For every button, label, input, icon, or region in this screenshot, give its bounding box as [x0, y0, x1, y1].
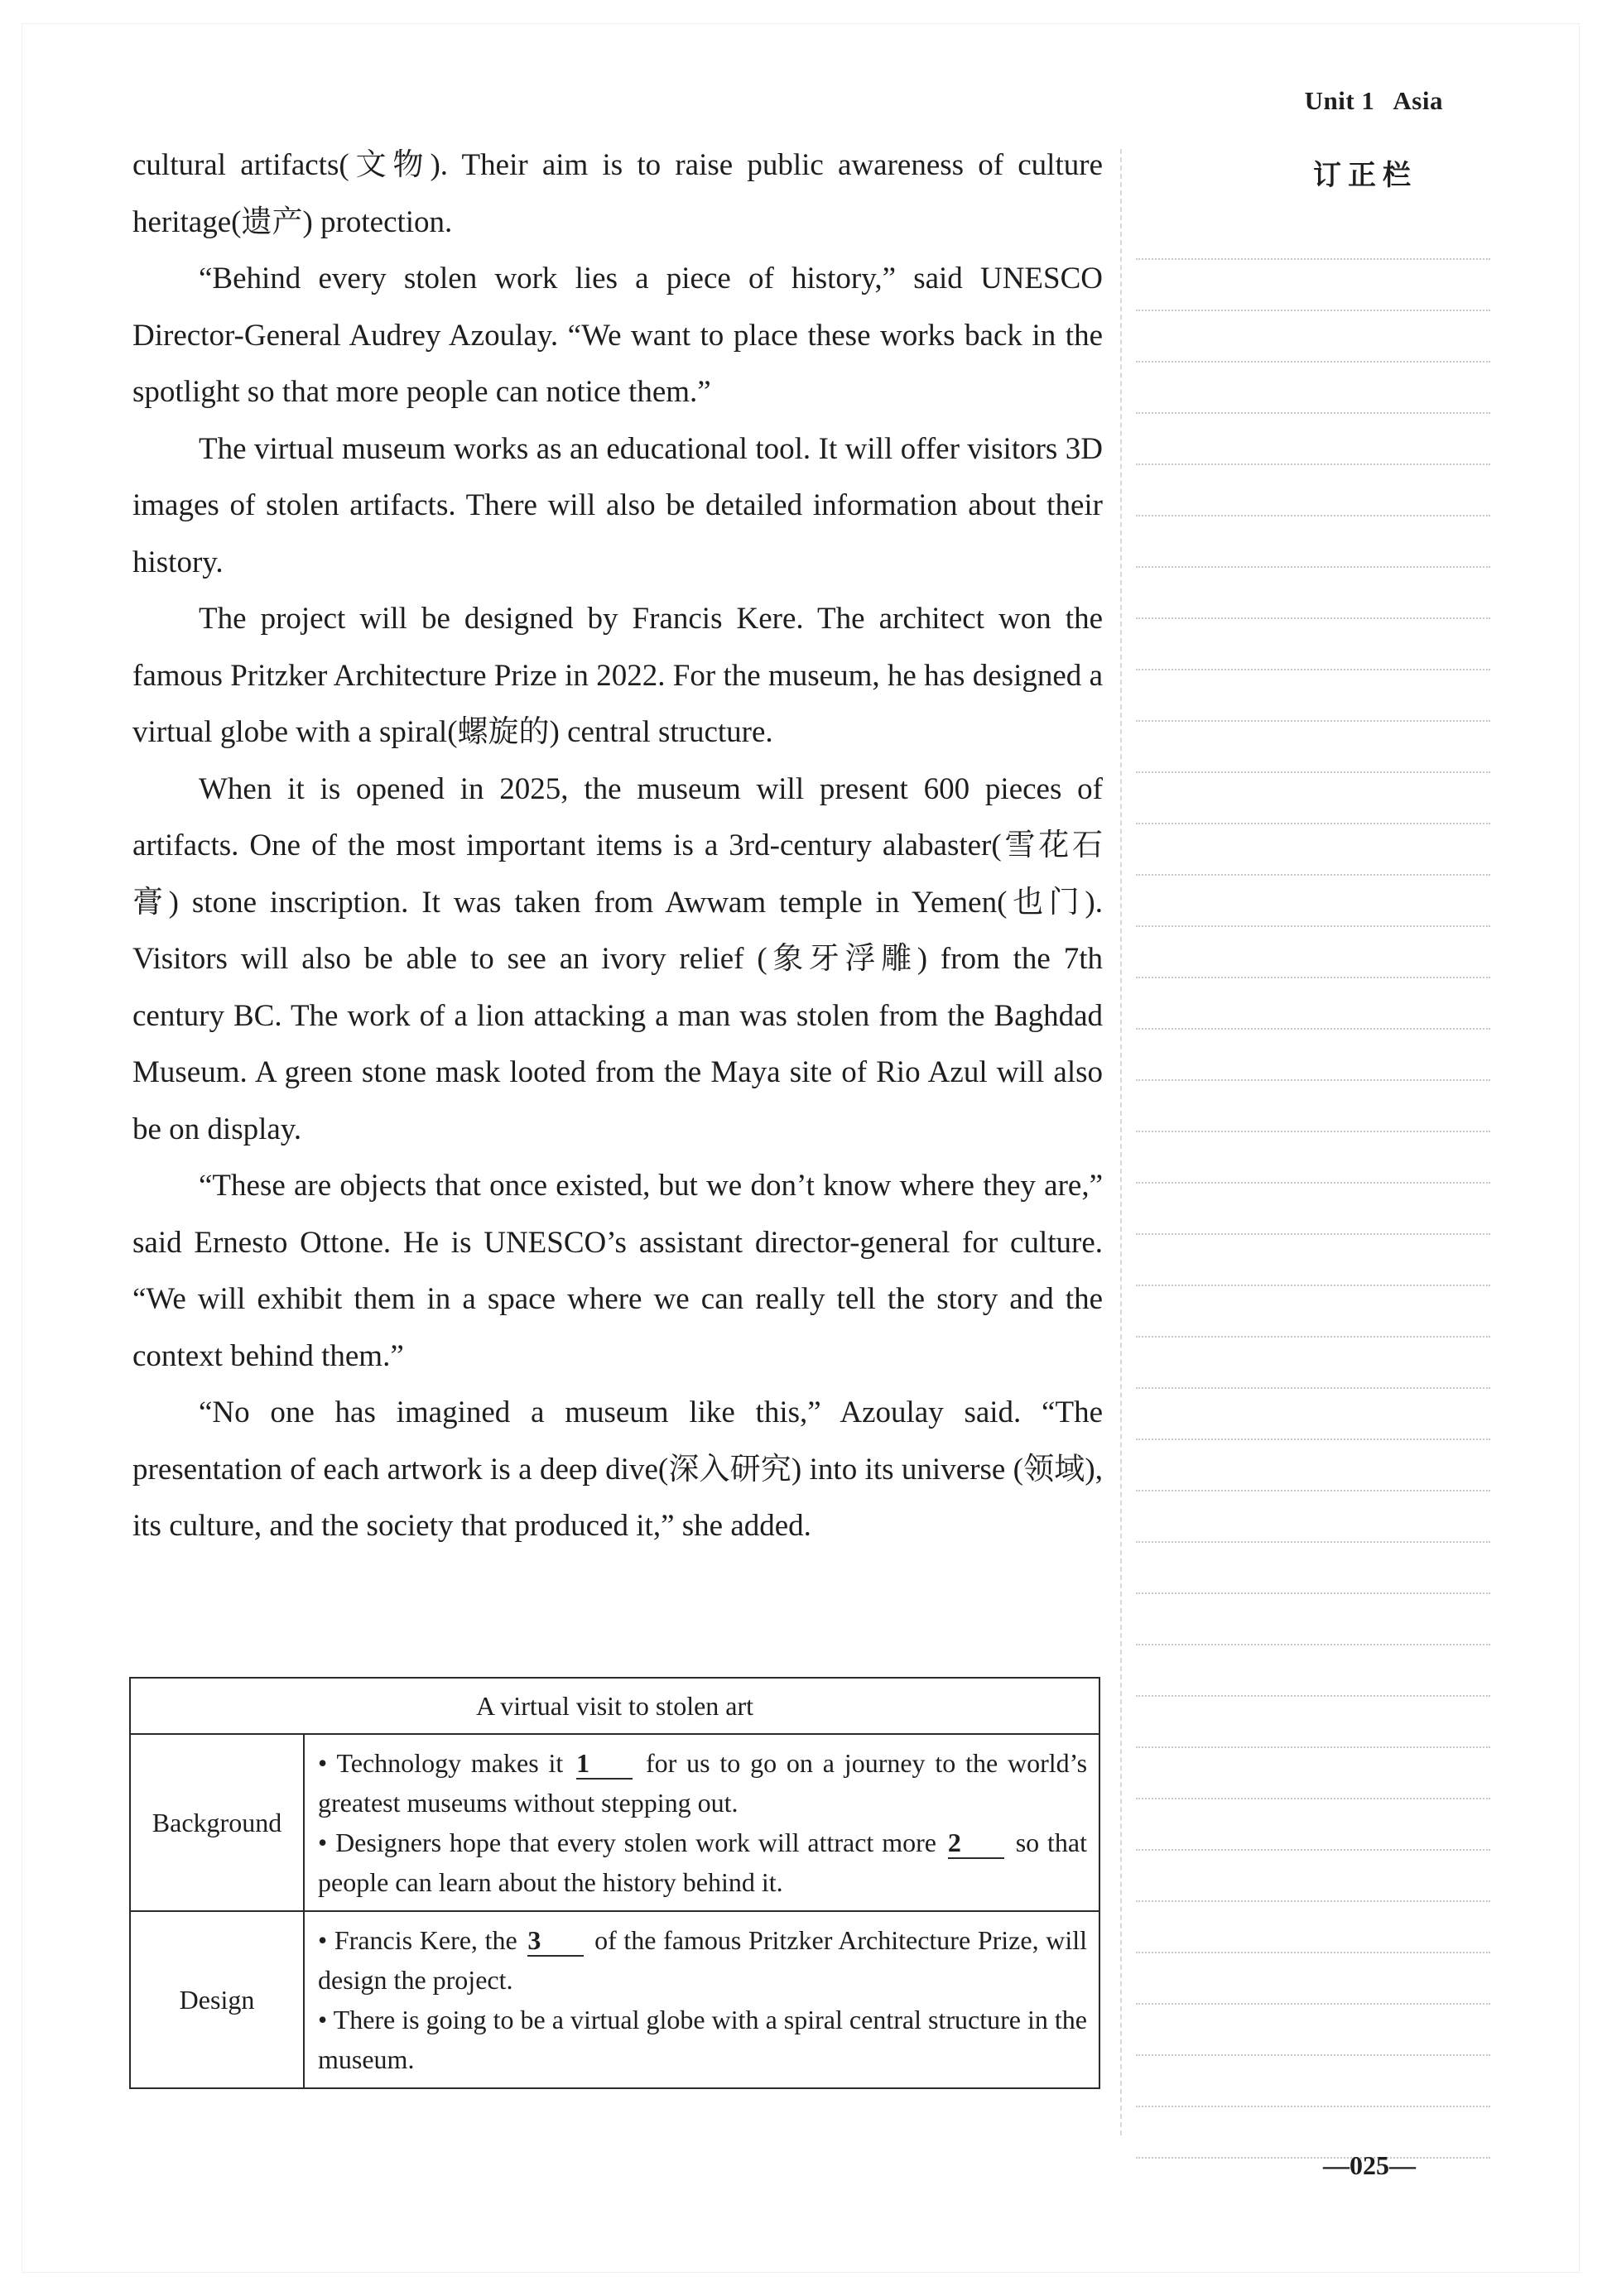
answer-blank-2[interactable]: 2	[948, 1828, 1004, 1859]
correction-line	[1136, 925, 1490, 927]
correction-line	[1136, 310, 1490, 311]
summary-table	[129, 1677, 1100, 2089]
correction-line	[1136, 258, 1490, 260]
unit-label: Unit 1	[1304, 86, 1375, 115]
correction-line	[1136, 1285, 1490, 1286]
paragraph: The project will be designed by Francis Kere. The architect won the famous Pritzker Architecture Prize in 2022. For the museum, he has designed a virtual globe with a spiral(螺旋的) central structure.	[132, 602, 1103, 749]
correction-line	[1136, 464, 1490, 465]
text: so that people can learn about the history behind it.	[318, 1828, 1088, 1897]
row-label-design: Design	[130, 1911, 304, 2088]
correction-line	[1136, 1490, 1490, 1491]
table-title: A virtual visit to stolen art	[130, 1678, 1099, 1734]
correction-line	[1136, 2106, 1490, 2107]
design-point-2: • There is going to be a virtual globe with a spiral central structure in the museum.	[318, 2005, 1087, 2074]
correction-line	[1136, 1541, 1490, 1543]
background-point-2	[318, 1823, 1087, 1902]
correction-line	[1136, 720, 1490, 722]
correction-line	[1136, 771, 1490, 773]
correction-line	[1136, 669, 1490, 670]
correction-line	[1136, 361, 1490, 363]
row-label-background: Background	[130, 1734, 304, 1911]
design-point-1	[318, 1920, 1087, 2000]
correction-line	[1136, 1592, 1490, 1594]
text: • Technology makes it	[318, 1748, 564, 1778]
correction-line	[1136, 1439, 1490, 1440]
correction-line	[1136, 1644, 1490, 1645]
correction-line	[1136, 566, 1490, 568]
correction-line	[1136, 2157, 1490, 2159]
paragraph: The virtual museum works as an educational tool. It will offer visitors 3D images of stolen artifacts. There will also be detailed information about their history.	[132, 431, 1103, 579]
correction-line	[1136, 1746, 1490, 1748]
correction-line	[1136, 1849, 1490, 1851]
correction-line	[1136, 1387, 1490, 1389]
table-row	[130, 1911, 1099, 2088]
paragraph: “No one has imagined a museum like this,” Azoulay said. “The presentation of each artwork is a deep dive(深入研究) into its universe (领域), its culture, and the society that produced it,” she added.	[132, 1395, 1103, 1543]
background-cell	[304, 1734, 1099, 1911]
paragraph: “These are objects that once existed, but we don’t know where they are,” said Ernesto Ottone. He is UNESCO’s assistant director-general for culture. “We will exhibit them in a space where we can really tell the story and the context behind them.”	[132, 1169, 1103, 1373]
correction-line	[1136, 1952, 1490, 1953]
correction-line	[1136, 1233, 1490, 1235]
correction-line	[1136, 1336, 1490, 1338]
correction-column-title: 订正栏	[1313, 159, 1417, 192]
table-row	[130, 1734, 1099, 1911]
paragraph: When it is opened in 2025, the museum will present 600 pieces of artifacts. One of the most important items is a 3rd-century alabaster(雪花石膏) stone inscription. It was taken from Awwam temple in Yemen(也门). Visitors will also be able to see an ivory relief (象牙浮雕) from the 7th century BC. The work of a lion attacking a man was stolen from the Baghdad Museum. A green stone mask looted from the Maya site of Rio Azul will also be on display.	[132, 771, 1103, 1146]
correction-line	[1136, 515, 1490, 516]
margin-divider	[1120, 149, 1122, 2135]
correction-line	[1136, 1182, 1490, 1184]
text: • Francis Kere, the	[318, 1925, 517, 1955]
background-point-1	[318, 1743, 1087, 1823]
correction-line	[1136, 1079, 1490, 1081]
text: of the famous Pritzker Architecture Prize, will design the project.	[318, 1925, 1088, 1995]
text: • Designers hope that every stolen work will attract more	[318, 1828, 936, 1857]
correction-line	[1136, 1028, 1490, 1030]
design-cell	[304, 1911, 1099, 2088]
correction-line	[1136, 1131, 1490, 1132]
paragraph: cultural artifacts(文物). Their aim is to raise public awareness of culture heritage(遗产) protection.	[132, 148, 1103, 239]
answer-blank-1[interactable]: 1	[576, 1748, 633, 1780]
correction-line	[1136, 823, 1490, 824]
reading-passage	[132, 137, 1103, 1555]
correction-line	[1136, 2003, 1490, 2005]
paragraph: “Behind every stolen work lies a piece of history,” said UNESCO Director-General Audrey Azoulay. “We want to place these works back in the spotlight so that more people can notice them.”	[132, 262, 1103, 409]
correction-line	[1136, 1900, 1490, 1902]
correction-line	[1136, 874, 1490, 876]
text: for us to go on a journey to the world’s greatest museums without stepping out.	[318, 1748, 1088, 1818]
page-header	[1305, 86, 1443, 116]
correction-line	[1136, 1798, 1490, 1799]
unit-title: Asia	[1393, 86, 1443, 115]
answer-blank-3[interactable]: 3	[527, 1925, 584, 1957]
page-number: —025—	[1323, 2150, 1416, 2180]
correction-line	[1136, 977, 1490, 978]
correction-line	[1136, 412, 1490, 414]
correction-line	[1136, 617, 1490, 619]
correction-line	[1136, 2054, 1490, 2056]
correction-line	[1136, 1695, 1490, 1697]
